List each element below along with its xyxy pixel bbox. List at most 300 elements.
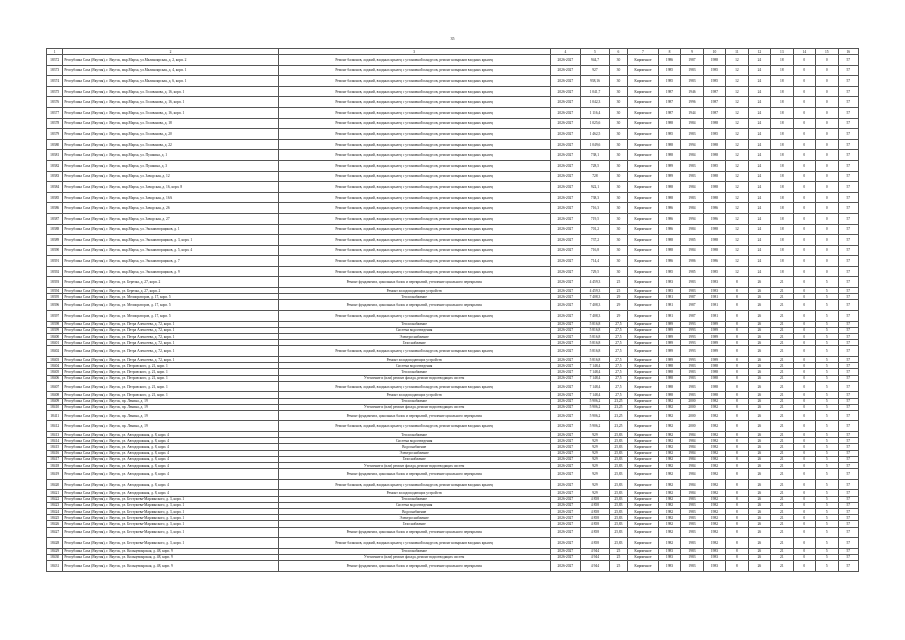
table-cell-col-10: 1985 <box>703 129 725 140</box>
table-cell-col-9: 1984 <box>681 450 703 456</box>
table-cell-col-8: 1988 <box>658 363 680 369</box>
table-cell-col-12: 24 <box>748 150 770 161</box>
table-cell-col-5: 4 858 <box>581 502 610 508</box>
table-cell-col-2: Республика Саха (Якутия), г. Якутск, мкр.Марха, ул. Заводская, д. 27 <box>63 213 279 224</box>
table-cell-col-9: 1983 <box>681 129 703 140</box>
table-cell-col-13: 21 <box>771 527 793 538</box>
table-cell-col-3: Ремонт балконов, лоджий, входных крылец с установкой пандусов, ремонт козырьков входных крылец <box>278 381 550 392</box>
table-cell-col-15: 5 <box>816 496 838 502</box>
table-cell-col-2: Республика Саха (Якутия), г. Якутск, ул. Петра Алексеева, д. 72, корп. 1 <box>63 334 279 340</box>
table-cell-col-16: 57 <box>838 118 858 129</box>
table-cell-col-14: 0 <box>793 538 815 549</box>
table-row <box>47 381 859 392</box>
column-number-8: 8 <box>658 49 680 55</box>
table-cell-col-13: 21 <box>771 321 793 327</box>
table-cell-col-16: 57 <box>838 363 858 369</box>
table-cell-col-1: 18394 <box>47 288 63 294</box>
table-cell-col-3: Система водоотведения <box>278 502 550 508</box>
table-cell-col-11: 8 <box>726 410 748 421</box>
table-cell-col-1: 18377 <box>47 107 63 118</box>
table-cell-col-9: 1993 <box>681 346 703 357</box>
table-row <box>47 213 859 224</box>
table-cell-col-13: 21 <box>771 404 793 410</box>
table-cell-col-10: 1983 <box>703 548 725 554</box>
table-cell-col-12: 26 <box>748 527 770 538</box>
table-cell-col-9: 1983 <box>681 548 703 554</box>
table-cell-col-3: Ремонт балконов, лоджий, входных крылец с установкой пандусов, ремонт козырьков входных крылец <box>278 150 550 161</box>
table-cell-col-5: 4 944 <box>581 561 610 572</box>
table-cell-col-11: 8 <box>726 554 748 560</box>
table-cell-col-1: 18413 <box>47 432 63 438</box>
table-cell-col-4: 2026-2027 <box>550 502 581 508</box>
table-cell-col-14: 0 <box>793 245 815 256</box>
table-cell-col-14: 0 <box>793 277 815 288</box>
table-cell-col-3: Теплоснабжение <box>278 496 550 502</box>
table-cell-col-5: 738,1 <box>581 150 610 161</box>
table-cell-col-11: 12 <box>726 76 748 87</box>
table-cell-col-9: 1993 <box>681 356 703 362</box>
table-cell-col-2: Республика Саха (Якутия), г. Якутск, мкр.Марха, ул. Голованова, д. 16, корп. 1 <box>63 97 279 108</box>
table-cell-col-1: 18400 <box>47 334 63 340</box>
table-cell-col-13: 18 <box>771 55 793 66</box>
table-cell-col-12: 26 <box>748 340 770 346</box>
table-cell-col-8: 1982 <box>658 508 680 514</box>
table-cell-col-2: Республика Саха (Якутия), г. Якутск, мкр.Марха, ул. Пушкина, д. 3 <box>63 160 279 171</box>
table-cell-col-10: 1982 <box>703 432 725 438</box>
table-cell-col-4: 2026-2027 <box>550 381 581 392</box>
table-cell-col-8: 1988 <box>658 245 680 256</box>
table-cell-col-9: 1983 <box>681 369 703 375</box>
table-row <box>47 346 859 357</box>
table-cell-col-13: 18 <box>771 150 793 161</box>
table-cell-col-3: Ремонт фундамента, цокольных балок и перекрытий, утепление цокольного перекрытия <box>278 469 550 480</box>
table-cell-col-13: 21 <box>771 346 793 357</box>
table-cell-col-11: 8 <box>726 346 748 357</box>
table-cell-col-9: 1987 <box>681 300 703 311</box>
table-cell-col-13: 21 <box>771 508 793 514</box>
table-cell-col-14: 0 <box>793 450 815 456</box>
table-cell-col-3: Ремонт балконов, лоджий, входных крылец с установкой пандусов, ремонт козырьков входных крылец <box>278 55 550 66</box>
table-cell-col-10: 1982 <box>703 502 725 508</box>
table-cell-col-4: 2026-2027 <box>550 432 581 438</box>
table-cell-col-11: 12 <box>726 235 748 246</box>
table-cell-col-7: Кирпичное <box>628 398 659 404</box>
table-cell-col-8: 1986 <box>658 213 680 224</box>
table-cell-col-10: 1987 <box>703 107 725 118</box>
table-cell-col-5: 4 459,3 <box>581 288 610 294</box>
table-cell-col-4: 2026-2027 <box>550 321 581 327</box>
table-cell-col-4: 2026-2027 <box>550 375 581 381</box>
table-cell-col-2: Республика Саха (Якутия), г. Якутск, пр. Ленина, д. 19 <box>63 421 279 432</box>
table-cell-col-15: 5 <box>816 363 838 369</box>
table-cell-col-13: 21 <box>771 421 793 432</box>
table-cell-col-11: 12 <box>726 107 748 118</box>
table-cell-col-16: 57 <box>838 235 858 246</box>
table-cell-col-8: 1982 <box>658 538 680 549</box>
table-cell-col-2: Республика Саха (Якутия), г. Якутск, ул. Бестужева-Марлинского, д. 3, корп. 1 <box>63 496 279 502</box>
table-cell-col-11: 8 <box>726 277 748 288</box>
table-cell-col-16: 57 <box>838 277 858 288</box>
table-cell-col-16: 57 <box>838 444 858 450</box>
table-cell-col-10: 1982 <box>703 538 725 549</box>
table-cell-col-5: 719,5 <box>581 213 610 224</box>
table-cell-col-1: 18390 <box>47 245 63 256</box>
table-cell-col-4: 2026-2027 <box>550 463 581 469</box>
table-cell-col-3: Ремонт балконов, лоджий, входных крылец с установкой пандусов, ремонт козырьков входных крылец <box>278 213 550 224</box>
table-cell-col-5: 7 148,4 <box>581 381 610 392</box>
table-cell-col-12: 24 <box>748 65 770 76</box>
table-cell-col-15: 5 <box>816 277 838 288</box>
table-cell-col-13: 21 <box>771 334 793 340</box>
table-cell-col-7: Кирпичное <box>628 469 659 480</box>
table-cell-col-10: 1986 <box>703 203 725 214</box>
table-cell-col-11: 8 <box>726 496 748 502</box>
table-cell-col-11: 8 <box>726 527 748 538</box>
table-cell-col-4: 2026-2027 <box>550 548 581 554</box>
table-row <box>47 469 859 480</box>
table-cell-col-5: 929 <box>581 444 610 450</box>
table-cell-col-10: 1982 <box>703 515 725 521</box>
table-cell-col-10: 1982 <box>703 398 725 404</box>
table-cell-col-10: 1989 <box>703 346 725 357</box>
table-cell-col-10: 1985 <box>703 76 725 87</box>
table-cell-col-16: 57 <box>838 561 858 572</box>
table-cell-col-5: 1 462,5 <box>581 129 610 140</box>
table-row <box>47 224 859 235</box>
table-cell-col-4: 2026-2027 <box>550 456 581 462</box>
table-cell-col-12: 26 <box>748 479 770 490</box>
table-cell-col-7: Кирпичное <box>628 421 659 432</box>
table-cell-col-6: 30 <box>609 182 627 193</box>
table-cell-col-8: 1989 <box>658 346 680 357</box>
table-cell-col-4: 2026-2027 <box>550 118 581 129</box>
table-cell-col-10: 1981 <box>703 300 725 311</box>
table-cell-col-13: 18 <box>771 129 793 140</box>
table-cell-col-15: 0 <box>816 171 838 182</box>
table-cell-col-6: 30 <box>609 192 627 203</box>
table-cell-col-11: 12 <box>726 256 748 267</box>
table-cell-col-6: 27,5 <box>609 356 627 362</box>
table-cell-col-15: 0 <box>816 266 838 277</box>
table-cell-col-8: 1983 <box>658 288 680 294</box>
table-cell-col-12: 26 <box>748 515 770 521</box>
table-cell-col-15: 5 <box>816 508 838 514</box>
table-cell-col-7: Кирпичное <box>628 182 659 193</box>
table-cell-col-12: 24 <box>748 118 770 129</box>
table-cell-col-15: 5 <box>816 554 838 560</box>
table-cell-col-5: 729,5 <box>581 266 610 277</box>
table-cell-col-5: 5 906,2 <box>581 410 610 421</box>
table-cell-col-14: 0 <box>793 554 815 560</box>
table-cell-col-2: Республика Саха (Якутия), г. Якутск, ул. Петровского, д. 21, корп. 1 <box>63 363 279 369</box>
table-cell-col-5: 5 816,8 <box>581 327 610 333</box>
table-cell-col-2: Республика Саха (Якутия), г. Якутск, ул. Бестужева-Марлинского, д. 3, корп. 1 <box>63 508 279 514</box>
table-cell-col-5: 922,1 <box>581 182 610 193</box>
table-row <box>47 245 859 256</box>
table-cell-col-9: 1986 <box>681 256 703 267</box>
table-cell-col-11: 8 <box>726 311 748 322</box>
table-cell-col-11: 12 <box>726 150 748 161</box>
table-cell-col-14: 0 <box>793 97 815 108</box>
table-cell-col-8: 1989 <box>658 171 680 182</box>
table-cell-col-1: 18372 <box>47 55 63 66</box>
table-cell-col-2: Республика Саха (Якутия), г. Якутск, ул. Петровского, д. 21, корп. 1 <box>63 369 279 375</box>
table-cell-col-1: 18418 <box>47 463 63 469</box>
table-cell-col-6: 27,5 <box>609 375 627 381</box>
table-cell-col-1: 18427 <box>47 527 63 538</box>
table-cell-col-5: 7 148,4 <box>581 375 610 381</box>
table-cell-col-2: Республика Саха (Якутия), г. Якутск, ул. Автодорожная, д. 8, корп. 4 <box>63 463 279 469</box>
table-cell-col-14: 0 <box>793 129 815 140</box>
table-cell-col-13: 21 <box>771 538 793 549</box>
table-cell-col-15: 5 <box>816 548 838 554</box>
table-cell-col-13: 18 <box>771 86 793 97</box>
table-cell-col-15: 5 <box>816 381 838 392</box>
column-number-15: 15 <box>816 49 838 55</box>
table-cell-col-7: Кирпичное <box>628 521 659 527</box>
table-cell-col-2: Республика Саха (Якутия), г. Якутск, мкр.Марха, ул.Малиноярская, д. 6, корп. 1 <box>63 76 279 87</box>
table-cell-col-5: 716,3 <box>581 203 610 214</box>
column-number-5: 5 <box>581 49 610 55</box>
table-cell-col-8: 1982 <box>658 515 680 521</box>
table-cell-col-15: 5 <box>816 463 838 469</box>
table-cell-col-14: 0 <box>793 356 815 362</box>
table-cell-col-4: 2026-2027 <box>550 65 581 76</box>
table-cell-col-9: 1984 <box>681 456 703 462</box>
table-cell-col-15: 5 <box>816 469 838 480</box>
table-cell-col-10: 1982 <box>703 410 725 421</box>
table-cell-col-11: 8 <box>726 469 748 480</box>
table-cell-col-5: 4 944 <box>581 554 610 560</box>
table-cell-col-9: 2000 <box>681 404 703 410</box>
table-cell-col-10: 1989 <box>703 334 725 340</box>
table-cell-col-15: 5 <box>816 561 838 572</box>
table-cell-col-5: 938,16 <box>581 76 610 87</box>
table-cell-col-7: Кирпичное <box>628 554 659 560</box>
table-cell-col-3: Ремонт фундамента, цокольных балок и перекрытий, утепление цокольного перекрытия <box>278 410 550 421</box>
table-cell-col-16: 57 <box>838 300 858 311</box>
table-cell-col-7: Кирпичное <box>628 508 659 514</box>
table-cell-col-7: Кирпичное <box>628 235 659 246</box>
column-number-14: 14 <box>793 49 815 55</box>
table-cell-col-1: 18407 <box>47 381 63 392</box>
table-cell-col-11: 12 <box>726 97 748 108</box>
table-cell-col-13: 21 <box>771 311 793 322</box>
table-cell-col-12: 26 <box>748 463 770 469</box>
table-cell-col-3: Водоснабжение <box>278 508 550 514</box>
table-cell-col-3: Ремонт балконов, лоджий, входных крылец с установкой пандусов, ремонт козырьков входных крылец <box>278 235 550 246</box>
table-cell-col-2: Республика Саха (Якутия), г. Якутск, мкр.Марха, ул. Голованова, д. 20 <box>63 129 279 140</box>
table-cell-col-3: Ремонт балконов, лоджий, входных крылец с установкой пандусов, ремонт козырьков входных крылец <box>278 86 550 97</box>
table-cell-col-15: 5 <box>816 479 838 490</box>
table-cell-col-12: 24 <box>748 203 770 214</box>
table-cell-col-7: Кирпичное <box>628 107 659 118</box>
table-cell-col-1: 18401 <box>47 340 63 346</box>
table-cell-col-11: 8 <box>726 456 748 462</box>
table-cell-col-16: 57 <box>838 515 858 521</box>
table-cell-col-9: 2000 <box>681 410 703 421</box>
table-cell-col-16: 57 <box>838 404 858 410</box>
table-cell-col-4: 2026-2027 <box>550 521 581 527</box>
table-cell-col-4: 2026-2027 <box>550 392 581 398</box>
table-cell-col-16: 57 <box>838 321 858 327</box>
table-cell-col-8: 1982 <box>658 398 680 404</box>
table-cell-col-10: 1982 <box>703 450 725 456</box>
table-cell-col-11: 8 <box>726 521 748 527</box>
table-cell-col-15: 0 <box>816 150 838 161</box>
table-cell-col-14: 0 <box>793 86 815 97</box>
table-cell-col-11: 8 <box>726 548 748 554</box>
table-cell-col-12: 24 <box>748 129 770 140</box>
table-cell-col-1: 18422 <box>47 496 63 502</box>
table-cell-col-12: 26 <box>748 410 770 421</box>
table-cell-col-8: 1986 <box>658 256 680 267</box>
table-cell-col-10: 1989 <box>703 327 725 333</box>
table-cell-col-6: 30 <box>609 55 627 66</box>
table-cell-col-8: 1983 <box>658 548 680 554</box>
table-cell-col-6: 30 <box>609 139 627 150</box>
table-cell-col-15: 0 <box>816 245 838 256</box>
table-row <box>47 65 859 76</box>
table-cell-col-14: 0 <box>793 502 815 508</box>
table-cell-col-10: 1985 <box>703 266 725 277</box>
table-cell-col-12: 26 <box>748 490 770 496</box>
table-cell-col-4: 2026-2027 <box>550 277 581 288</box>
table-cell-col-3: Ремонт холодоподающих устройств <box>278 490 550 496</box>
table-cell-col-14: 0 <box>793 438 815 444</box>
table-cell-col-8: 1982 <box>658 410 680 421</box>
table-cell-col-8: 1986 <box>658 224 680 235</box>
table-cell-col-8: 1982 <box>658 469 680 480</box>
table-cell-col-6: 27,5 <box>609 363 627 369</box>
table-cell-col-12: 24 <box>748 245 770 256</box>
table-row <box>47 561 859 572</box>
table-cell-col-7: Кирпичное <box>628 97 659 108</box>
table-row <box>47 235 859 246</box>
table-cell-col-6: 30 <box>609 224 627 235</box>
table-cell-col-12: 26 <box>748 444 770 450</box>
table-cell-col-13: 18 <box>771 76 793 87</box>
table-cell-col-3: Ремонт балконов, лоджий, входных крылец с установкой пандусов, ремонт козырьков входных крылец <box>278 171 550 182</box>
table-cell-col-11: 8 <box>726 450 748 456</box>
table-cell-col-10: 1982 <box>703 508 725 514</box>
table-cell-col-9: 1984 <box>681 463 703 469</box>
table-cell-col-13: 18 <box>771 107 793 118</box>
table-cell-col-13: 21 <box>771 438 793 444</box>
table-cell-col-1: 18425 <box>47 515 63 521</box>
table-cell-col-14: 0 <box>793 235 815 246</box>
table-cell-col-10: 1981 <box>703 294 725 300</box>
table-cell-col-14: 0 <box>793 294 815 300</box>
table-cell-col-14: 0 <box>793 334 815 340</box>
table-cell-col-12: 26 <box>748 311 770 322</box>
table-cell-col-3: Ремонт фундамента, цокольных балок и перекрытий, утепление цокольного перекрытия <box>278 277 550 288</box>
table-cell-col-5: 738,3 <box>581 192 610 203</box>
table-cell-col-8: 1985 <box>658 266 680 277</box>
table-cell-col-7: Кирпичное <box>628 300 659 311</box>
table-cell-col-2: Республика Саха (Якутия), г. Якутск, мкр.Марха, ул. Пушкина, д. 1 <box>63 150 279 161</box>
table-cell-col-8: 1988 <box>658 192 680 203</box>
table-cell-col-8: 1987 <box>658 107 680 118</box>
table-cell-col-3: Ремонт балконов, лоджий, входных крылец с установкой пандусов, ремонт козырьков входных крылец <box>278 139 550 150</box>
table-cell-col-15: 5 <box>816 450 838 456</box>
table-cell-col-15: 5 <box>816 375 838 381</box>
table-cell-col-11: 12 <box>726 224 748 235</box>
table-cell-col-13: 18 <box>771 266 793 277</box>
table-cell-col-7: Кирпичное <box>628 538 659 549</box>
table-cell-col-9: 1993 <box>681 321 703 327</box>
table-cell-col-9: 1984 <box>681 438 703 444</box>
table-cell-col-1: 18373 <box>47 65 63 76</box>
table-cell-col-1: 18395 <box>47 294 63 300</box>
table-cell-col-2: Республика Саха (Якутия), г. Якутск, ул. Бестужева-Марлинского, д. 3, корп. 1 <box>63 515 279 521</box>
table-cell-col-13: 21 <box>771 300 793 311</box>
table-cell-col-6: 30 <box>609 76 627 87</box>
table-cell-col-5: 929 <box>581 463 610 469</box>
table-cell-col-7: Кирпичное <box>628 277 659 288</box>
table-cell-col-13: 21 <box>771 381 793 392</box>
table-cell-col-9: 1984 <box>681 203 703 214</box>
table-cell-col-14: 0 <box>793 346 815 357</box>
table-cell-col-2: Республика Саха (Якутия), г. Якутск, ул. Бестужева-Марлинского, д. 3, корп. 1 <box>63 527 279 538</box>
table-cell-col-14: 0 <box>793 561 815 572</box>
table-cell-col-6: 27,5 <box>609 340 627 346</box>
table-cell-col-14: 0 <box>793 490 815 496</box>
table-cell-col-12: 26 <box>748 381 770 392</box>
table-cell-col-2: Республика Саха (Якутия), г. Якутск, пр. Ленина, д. 19 <box>63 398 279 404</box>
table-cell-col-5: 5 906,2 <box>581 398 610 404</box>
table-cell-col-1: 18426 <box>47 521 63 527</box>
table-cell-col-9: 1983 <box>681 527 703 538</box>
table-cell-col-9: 1984 <box>681 479 703 490</box>
table-cell-col-3: Теплоснабжение <box>278 398 550 404</box>
table-cell-col-7: Кирпичное <box>628 515 659 521</box>
table-cell-col-1: 18430 <box>47 554 63 560</box>
table-cell-col-8: 1989 <box>658 327 680 333</box>
table-cell-col-1: 18389 <box>47 235 63 246</box>
table-cell-col-14: 0 <box>793 224 815 235</box>
table-cell-col-11: 12 <box>726 65 748 76</box>
table-cell-col-6: 30 <box>609 65 627 76</box>
table-cell-col-14: 0 <box>793 327 815 333</box>
table-cell-col-14: 0 <box>793 139 815 150</box>
table-cell-col-5: 5 816,8 <box>581 340 610 346</box>
table-cell-col-6: 23,25 <box>609 398 627 404</box>
table-cell-col-11: 8 <box>726 334 748 340</box>
table-cell-col-2: Республика Саха (Якутия), г. Якутск, ул. Петра Алексеева, д. 72, корп. 1 <box>63 321 279 327</box>
table-cell-col-7: Кирпичное <box>628 356 659 362</box>
table-cell-col-8: 1982 <box>658 502 680 508</box>
table-cell-col-4: 2026-2027 <box>550 327 581 333</box>
table-cell-col-4: 2026-2027 <box>550 554 581 560</box>
table-cell-col-6: 25,83 <box>609 432 627 438</box>
table-row <box>47 527 859 538</box>
table-cell-col-5: 737,2 <box>581 235 610 246</box>
table-cell-col-1: 18391 <box>47 256 63 267</box>
table-cell-col-4: 2026-2027 <box>550 527 581 538</box>
table-cell-col-5: 5 816,8 <box>581 356 610 362</box>
table-cell-col-14: 0 <box>793 65 815 76</box>
table-cell-col-3: Теплоснабжение <box>278 548 550 554</box>
table-cell-col-14: 0 <box>793 203 815 214</box>
table-cell-col-3: Электроснабжение <box>278 334 550 340</box>
table-cell-col-7: Кирпичное <box>628 266 659 277</box>
table-cell-col-9: 1996 <box>681 97 703 108</box>
table-cell-col-7: Кирпичное <box>628 311 659 322</box>
column-number-1: 1 <box>47 49 63 55</box>
table-cell-col-4: 2026-2027 <box>550 398 581 404</box>
table-cell-col-10: 1983 <box>703 288 725 294</box>
